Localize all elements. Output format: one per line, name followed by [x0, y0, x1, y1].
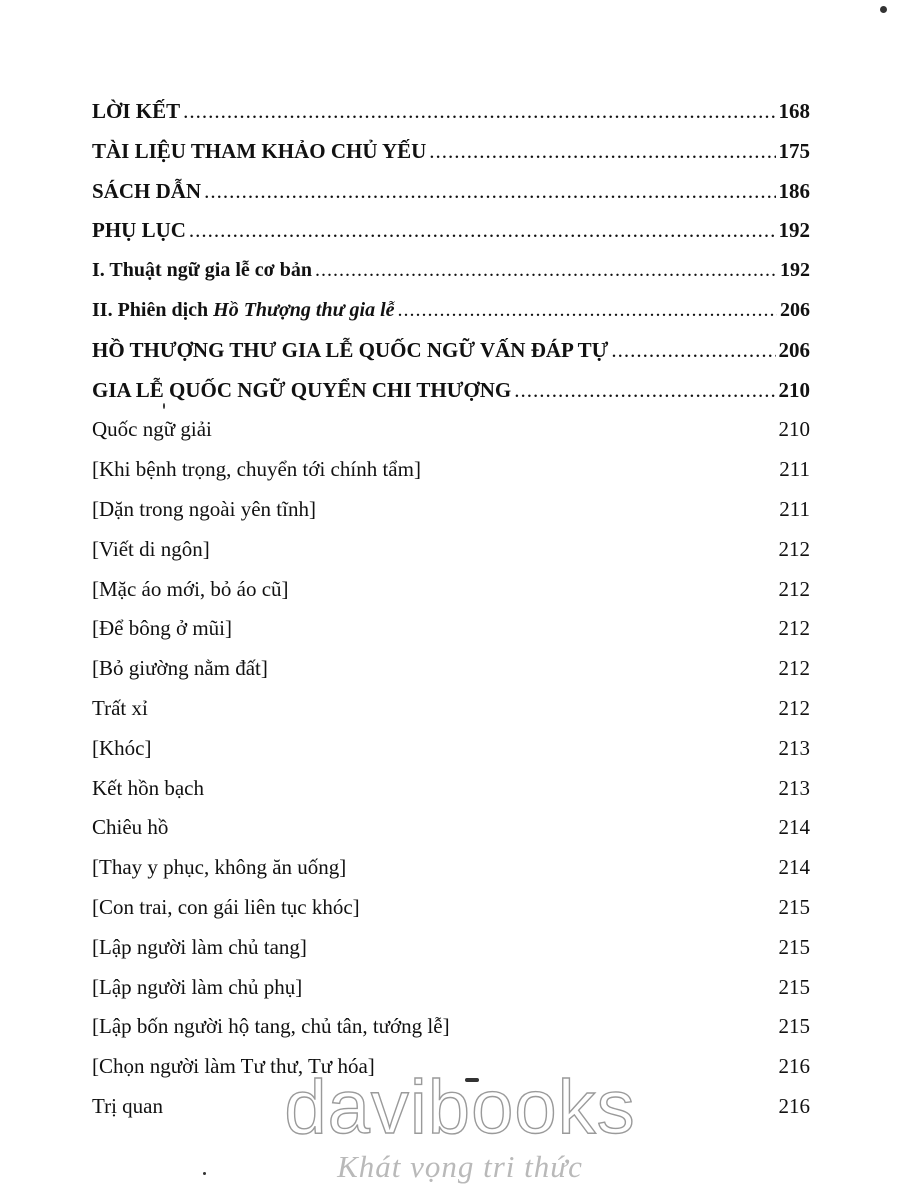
toc-entry-page: 216 — [778, 1093, 810, 1118]
toc-entry — [92, 1007, 810, 1047]
toc-entry-title — [92, 291, 395, 331]
toc-entry-page: 192 — [780, 259, 810, 282]
toc-entry-page: 212 — [778, 656, 810, 681]
toc-entry — [92, 609, 810, 649]
toc-entry-title-prefix: II. Phiên dịch — [92, 298, 214, 321]
toc-entry-title: [Chọn người làm Tư thư, Tư hóa] — [92, 1054, 375, 1079]
toc-entry-page: 206 — [780, 298, 810, 321]
dot-leader — [398, 291, 777, 331]
toc-entry-page: 213 — [778, 775, 810, 800]
toc-entry-page: 210 — [778, 417, 810, 442]
toc-entry-title: Chiêu hồ — [92, 815, 169, 840]
toc-entry-title: PHỤ LỤC — [92, 218, 186, 243]
toc-entry-page: 212 — [778, 576, 810, 601]
scan-speck — [163, 403, 165, 409]
toc-entry — [92, 808, 810, 848]
dot-leader — [514, 371, 775, 411]
toc-entry — [92, 92, 810, 132]
toc-entry-title: [Khóc] — [92, 735, 152, 760]
toc-entry-page: 216 — [778, 1054, 810, 1079]
toc-entry-page: 186 — [778, 178, 810, 203]
dot-leader — [204, 172, 775, 212]
toc-entry — [92, 371, 810, 411]
toc-entry-page: 168 — [778, 99, 810, 123]
toc-entry-page: 215 — [778, 894, 810, 919]
toc-entry-title: I. Thuật ngữ gia lễ cơ bản — [92, 259, 312, 282]
toc-entry-page: 210 — [778, 377, 810, 402]
toc-entry — [92, 530, 810, 570]
toc-entry-title: TÀI LIỆU THAM KHẢO CHỦ YẾU — [92, 138, 427, 163]
dot-leader — [429, 132, 775, 172]
toc-entry — [92, 570, 810, 610]
toc-entry-title: [Mặc áo mới, bỏ áo cũ] — [92, 576, 289, 601]
toc-entry-page: 212 — [778, 616, 810, 641]
scan-speck — [203, 1172, 206, 1175]
toc-entry-title: [Lập bốn người hộ tang, chủ tân, tướng lễ] — [92, 1014, 450, 1039]
toc-entry — [92, 1047, 810, 1087]
toc-entry-title: Quốc ngữ giải — [92, 417, 212, 442]
toc-entry — [92, 689, 810, 729]
toc-entry-title: HỒ THƯỢNG THƯ GIA LỄ QUỐC NGỮ VẤN ĐÁP TỰ — [92, 337, 609, 362]
toc-entry-page: 214 — [778, 855, 810, 880]
toc-entry — [92, 1087, 810, 1127]
toc-entry-page: 213 — [778, 735, 810, 760]
toc-entry-title: [Thay y phục, không ăn uống] — [92, 855, 347, 880]
toc-entry-title-italic: Hồ Thượng thư gia lễ — [213, 298, 395, 321]
toc-entry-page: 214 — [778, 815, 810, 840]
scan-speck — [880, 6, 887, 13]
toc-entry — [92, 968, 810, 1008]
dot-leader — [315, 251, 777, 291]
toc-entry — [92, 211, 810, 251]
toc-entry-title: [Lập người làm chủ tang] — [92, 934, 307, 959]
scan-speck — [465, 1078, 479, 1082]
toc-entry — [92, 291, 810, 331]
toc-entry-title: [Khi bệnh trọng, chuyển tới chính tẩm] — [92, 457, 421, 482]
toc-entry — [92, 649, 810, 689]
toc-entry-page: 175 — [778, 138, 810, 163]
dot-leader — [189, 211, 776, 251]
watermark-tagline: Khát vọng tri thức — [337, 1149, 583, 1184]
toc-entry — [92, 410, 810, 450]
toc-entry-page: 211 — [779, 457, 810, 482]
toc-entry-title: Trị quan — [92, 1093, 163, 1118]
toc-entry-title: [Con trai, con gái liên tục khóc] — [92, 894, 360, 919]
toc-entry — [92, 490, 810, 530]
toc-entry — [92, 331, 810, 371]
toc-entry — [92, 769, 810, 809]
toc-entry — [92, 172, 810, 212]
toc-entry — [92, 729, 810, 769]
watermark-brand: davibooks — [284, 1065, 636, 1150]
toc-entry-page: 211 — [779, 496, 810, 521]
toc-entry-page: 215 — [778, 1014, 810, 1039]
table-of-contents — [92, 92, 810, 1127]
toc-entry-title: LỜI KẾT — [92, 99, 181, 123]
toc-entry-title: [Lập người làm chủ phụ] — [92, 974, 303, 999]
toc-entry-title: Kết hồn bạch — [92, 775, 204, 800]
toc-entry-title: [Bỏ giường nằm đất] — [92, 656, 268, 681]
dot-leader — [183, 92, 775, 132]
toc-entry-title: [Để bông ở mũi] — [92, 616, 232, 641]
toc-entry — [92, 888, 810, 928]
dot-leader — [611, 331, 775, 371]
toc-entry-page: 215 — [778, 974, 810, 999]
toc-entry — [92, 848, 810, 888]
toc-entry-title: SÁCH DẪN — [92, 178, 202, 203]
toc-entry-page: 212 — [778, 695, 810, 720]
toc-entry-title: Trất xỉ — [92, 695, 148, 720]
toc-entry — [92, 251, 810, 291]
toc-entry-title: [Dặn trong ngoài yên tĩnh] — [92, 496, 316, 521]
toc-entry — [92, 132, 810, 172]
toc-entry-title: GIA LỄ QUỐC NGỮ QUYỂN CHI THƯỢNG — [92, 377, 512, 402]
toc-entry-page: 192 — [778, 218, 810, 243]
toc-entry — [92, 450, 810, 490]
toc-entry-title: [Viết di ngôn] — [92, 536, 210, 561]
toc-entry-page: 212 — [778, 536, 810, 561]
toc-entry-page: 206 — [778, 337, 810, 362]
toc-entry — [92, 928, 810, 968]
toc-entry-page: 215 — [778, 934, 810, 959]
